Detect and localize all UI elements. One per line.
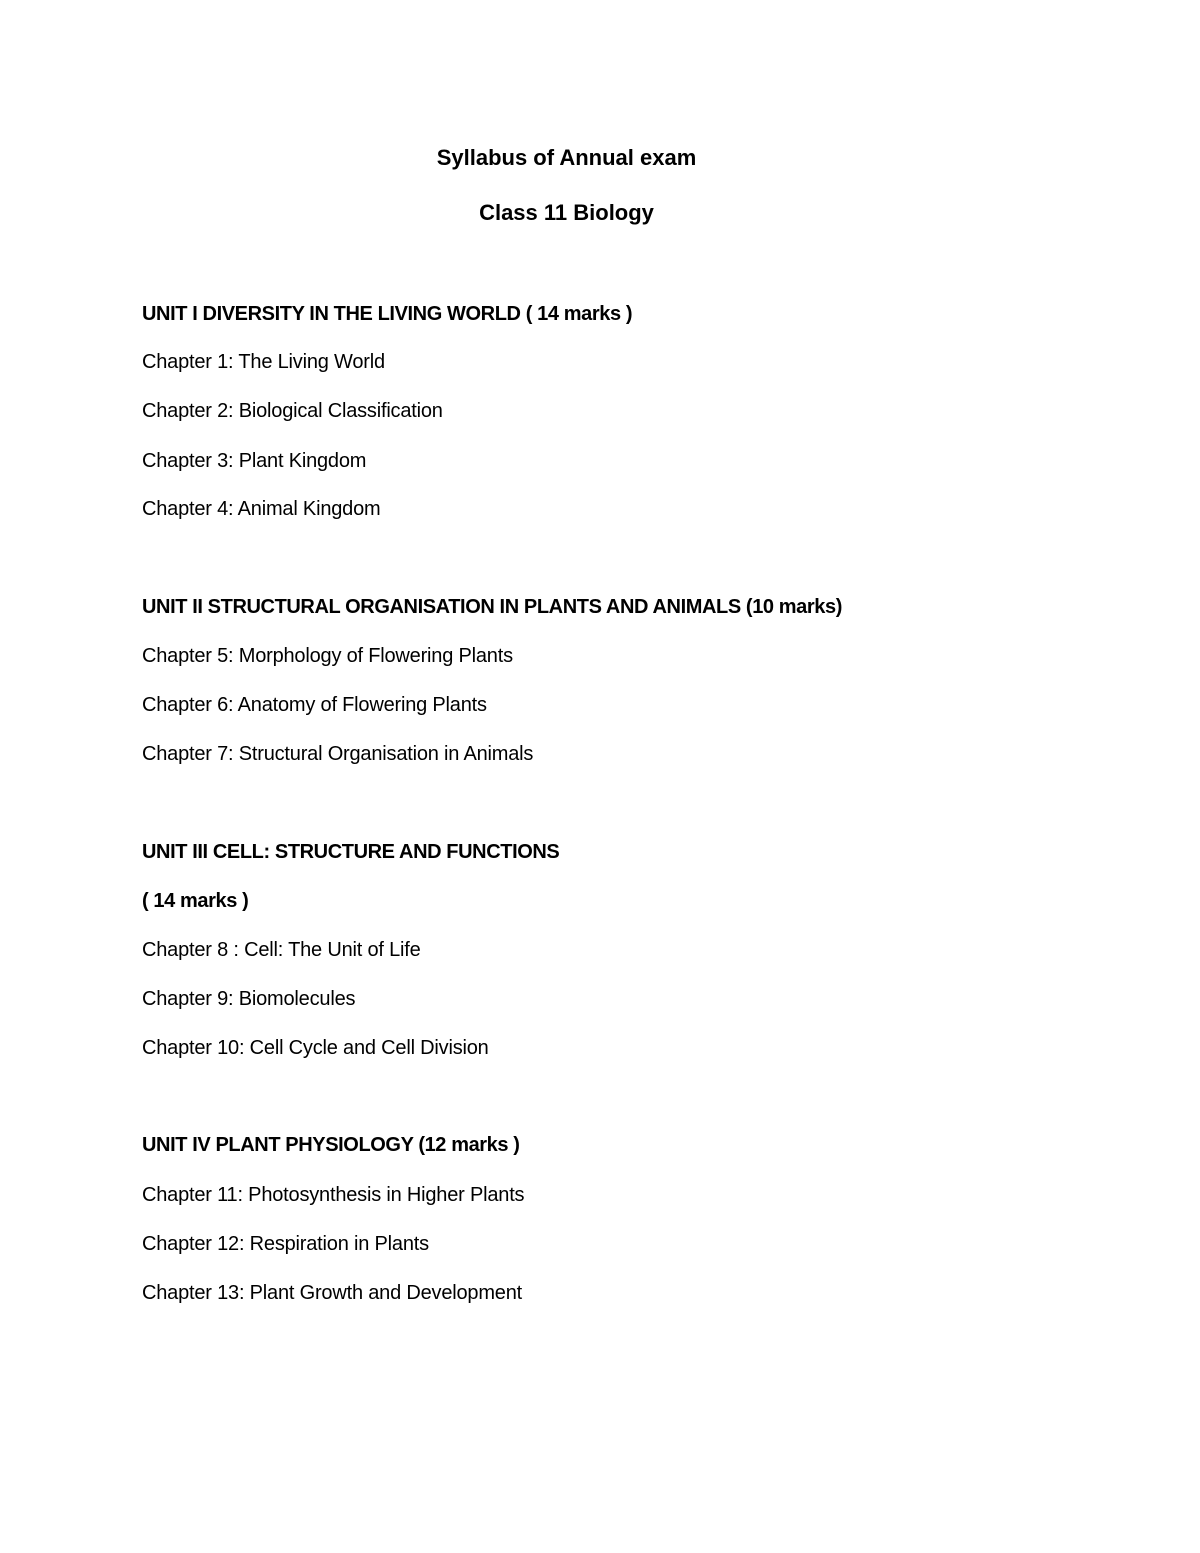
chapter-item: Chapter 1: The Living World <box>142 351 385 373</box>
chapter-item: Chapter 6: Anatomy of Flowering Plants <box>142 694 487 716</box>
chapter-item: Chapter 10: Cell Cycle and Cell Division <box>142 1037 489 1059</box>
chapter-item: Chapter 12: Respiration in Plants <box>142 1233 429 1255</box>
document-subtitle: Class 11 Biology <box>479 200 654 225</box>
chapter-item: Chapter 8 : Cell: The Unit of Life <box>142 939 421 961</box>
chapter-item: Chapter 7: Structural Organisation in Animals <box>142 743 534 765</box>
unit-heading: UNIT II STRUCTURAL ORGANISATION IN PLANTS AND ANIMALS (10 marks) <box>142 596 842 618</box>
chapter-item: Chapter 11: Photosynthesis in Higher Plants <box>142 1184 525 1206</box>
chapter-item: Chapter 4: Animal Kingdom <box>142 498 381 520</box>
unit-heading: UNIT I DIVERSITY IN THE LIVING WORLD ( 14 marks ) <box>142 303 633 325</box>
chapter-item: Chapter 9: Biomolecules <box>142 988 356 1010</box>
document-title: Syllabus of Annual exam <box>436 145 697 170</box>
chapter-item: Chapter 3: Plant Kingdom <box>142 450 367 472</box>
chapter-item: Chapter 5: Morphology of Flowering Plants <box>142 645 513 667</box>
unit-heading: UNIT III CELL: STRUCTURE AND FUNCTIONS <box>142 841 560 863</box>
chapter-item: Chapter 2: Biological Classification <box>142 400 443 422</box>
chapter-item: Chapter 13: Plant Growth and Development <box>142 1282 522 1304</box>
unit-heading: UNIT IV PLANT PHYSIOLOGY (12 marks ) <box>142 1134 520 1156</box>
unit-marks: ( 14 marks ) <box>142 890 249 912</box>
